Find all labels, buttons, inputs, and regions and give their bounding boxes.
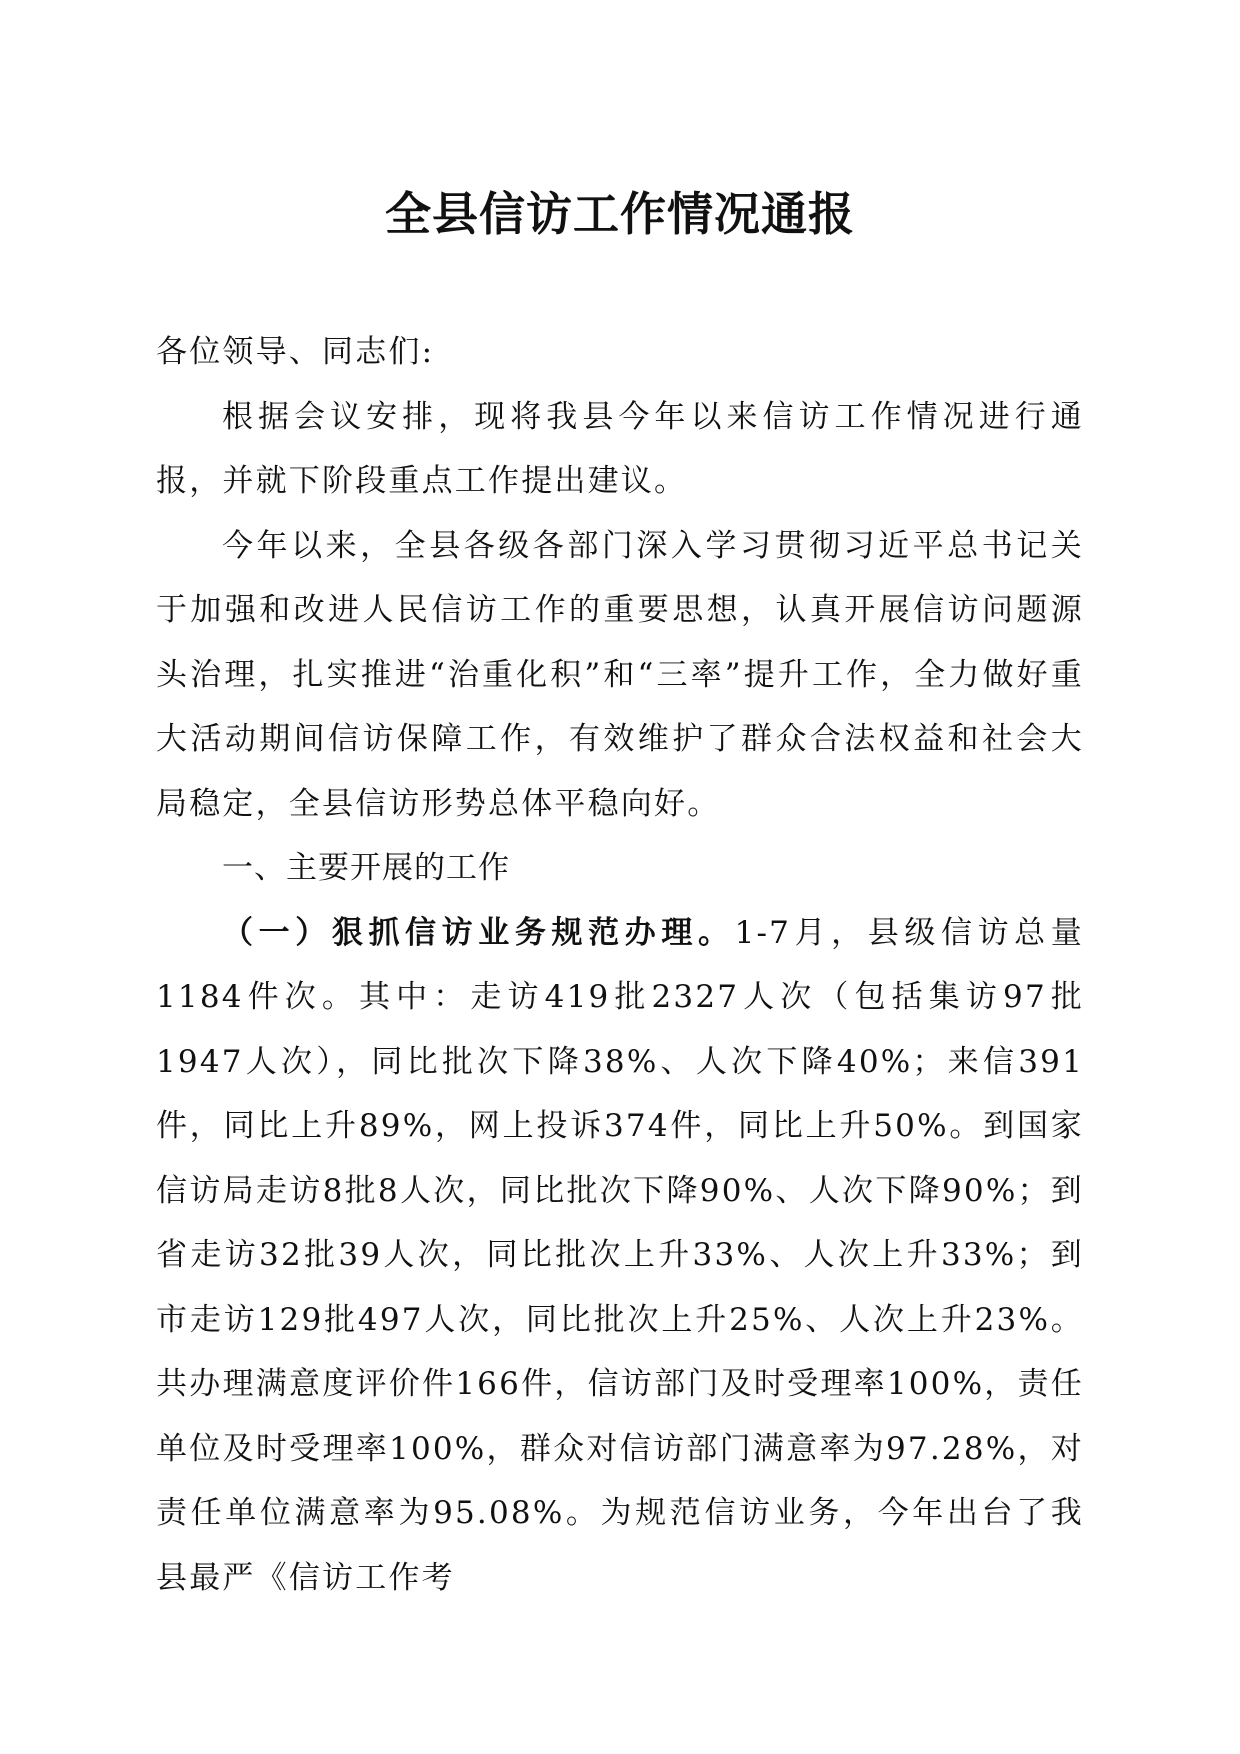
paragraph-meeting-arrangement: 根据会议安排，现将我县今年以来信访工作情况进行通报，并就下阶段重点工作提出建议。 (156, 398, 1084, 499)
document-body (156, 320, 1084, 1610)
paragraph-overview: 今年以来，全县各级各部门深入学习贯彻习近平总书记关于加强和改进人民信访工作的重要思想，认真开展信访问题源头治理，扎实推进“治重化积”和“三率”提升工作，全力做好重大活动期间信访保障工作，有效维护了群众合法权益和社会大局稳定，全县信访形势总体平稳向好。 (156, 527, 1084, 822)
section-heading-main-work: 一、主要开展的工作 (222, 850, 510, 886)
paragraph-subsection-1 (156, 901, 1084, 1611)
subsection-1-title: （一）狠抓信访业务规范办理。 (222, 914, 735, 951)
subsection-1-text: 1-7月，县级信访总量1184件次。其中：走访419批2327人次（包括集访97批1947人次），同比批次下降38%、人次下降40%；来信391件，同比上升89%，网上投诉374件，同比上升50%。到国家信访局走访8批8人次，同比批次下降90%、人次下降90%；到省走访32批39人次，同比批次上升33%、人次上升33%；到市走访129批497人次，同比批次上升25%、人次上升23%。共办理满意度评价件166件，信访部门及时受理率100%，责任单位及时受理率100%，群众对信访部门满意率为97.28%，对责任单位满意率为95.08%。为规范信访业务，今年出台了我县最严《信访工作考 (156, 914, 1084, 1596)
document-title: 全县信访工作情况通报 (385, 187, 855, 241)
salutation: 各位领导、同志们: (156, 334, 435, 370)
